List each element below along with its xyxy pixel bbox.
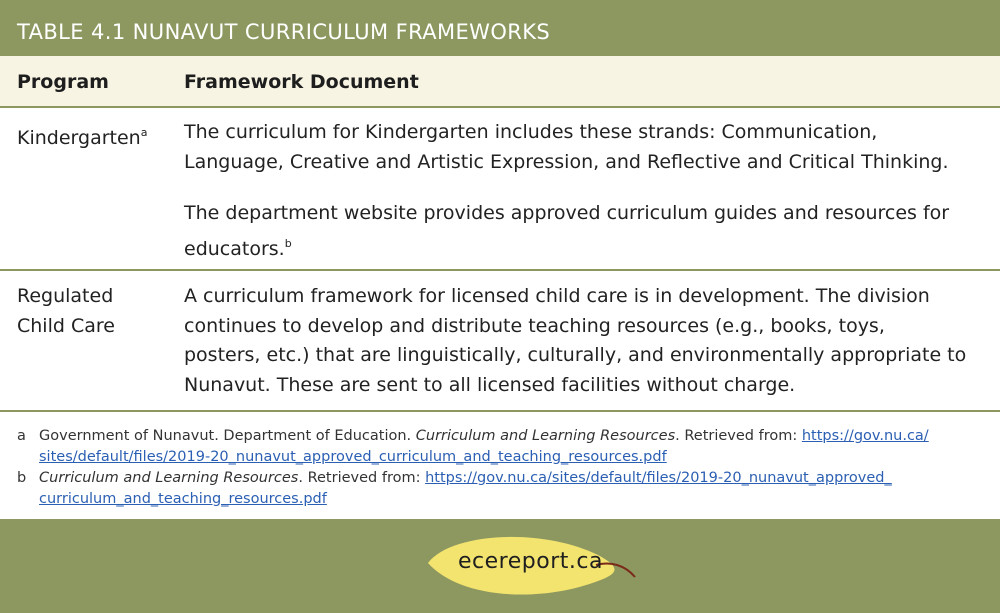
- footnote-marker-b: b: [284, 236, 292, 250]
- site-name: ecereport.ca: [458, 549, 603, 574]
- footnote-title: Curriculum and Learning Resources: [39, 470, 299, 486]
- program-name: Kindergarten: [17, 127, 141, 149]
- footnote-divider: [0, 410, 1000, 412]
- paragraph: educators.: [184, 237, 285, 260]
- header-divider: [0, 106, 1000, 108]
- paragraph: Language, Creative and Artistic Expression, and Reflective and Critical Thinking.: [184, 150, 949, 173]
- footnote-link[interactable]: https://gov.nu.ca/: [801, 428, 929, 444]
- program-name: Regulated: [17, 285, 114, 307]
- footnote-text: . Retrieved from:: [298, 470, 426, 486]
- footnote-marker-a: a: [140, 126, 148, 139]
- framework-cell-kindergarten: [184, 118, 949, 264]
- table-header-row: [0, 56, 1000, 106]
- table-title-bar: [0, 0, 1000, 64]
- curriculum-table: [0, 56, 1000, 519]
- paragraph: The curriculum for Kindergarten includes these strands: Communication,: [184, 121, 878, 143]
- paragraph: The department website provides approved curriculum guides and resources for: [184, 202, 950, 224]
- paragraph: posters, etc.) that are linguistically, culturally, and environmentally appropriate to: [184, 344, 967, 366]
- program-cell-kindergarten: [17, 118, 147, 154]
- table-title: TABLE 4.1 NUNAVUT CURRICULUM FRAMEWORKS: [17, 20, 551, 44]
- row-divider: [0, 269, 1000, 271]
- footnote-label: b: [17, 470, 27, 486]
- footnote-text: Government of Nunavut. Department of Education.: [39, 428, 416, 444]
- ecereport-logo[interactable]: [420, 525, 660, 605]
- footnote-title: Curriculum and Learning Resources: [415, 428, 676, 444]
- column-header-framework: Framework Document: [184, 71, 419, 93]
- footnote-link[interactable]: curriculum_and_teaching_resources.pdf: [39, 491, 327, 507]
- paragraph: Nunavut. These are sent to all licensed facilities without charge.: [184, 373, 796, 396]
- column-header-program: Program: [17, 71, 109, 93]
- footnote-text: . Retrieved from:: [675, 428, 802, 444]
- program-cell-child-care: [17, 282, 115, 341]
- footnote-label: a: [17, 428, 26, 444]
- footnote-link[interactable]: sites/default/files/2019-20_nunavut_approved_curriculum_and_teaching_resources.pdf: [39, 449, 667, 465]
- paragraph: continues to develop and distribute teaching resources (e.g., books, toys,: [184, 314, 885, 337]
- program-name: Child Care: [17, 314, 115, 337]
- paragraph: A curriculum framework for licensed child care is in development. The division: [184, 285, 930, 307]
- framework-cell-child-care: [184, 282, 966, 400]
- footnote-link[interactable]: https://gov.nu.ca/sites/default/files/2019-20_nunavut_approved_: [425, 470, 892, 486]
